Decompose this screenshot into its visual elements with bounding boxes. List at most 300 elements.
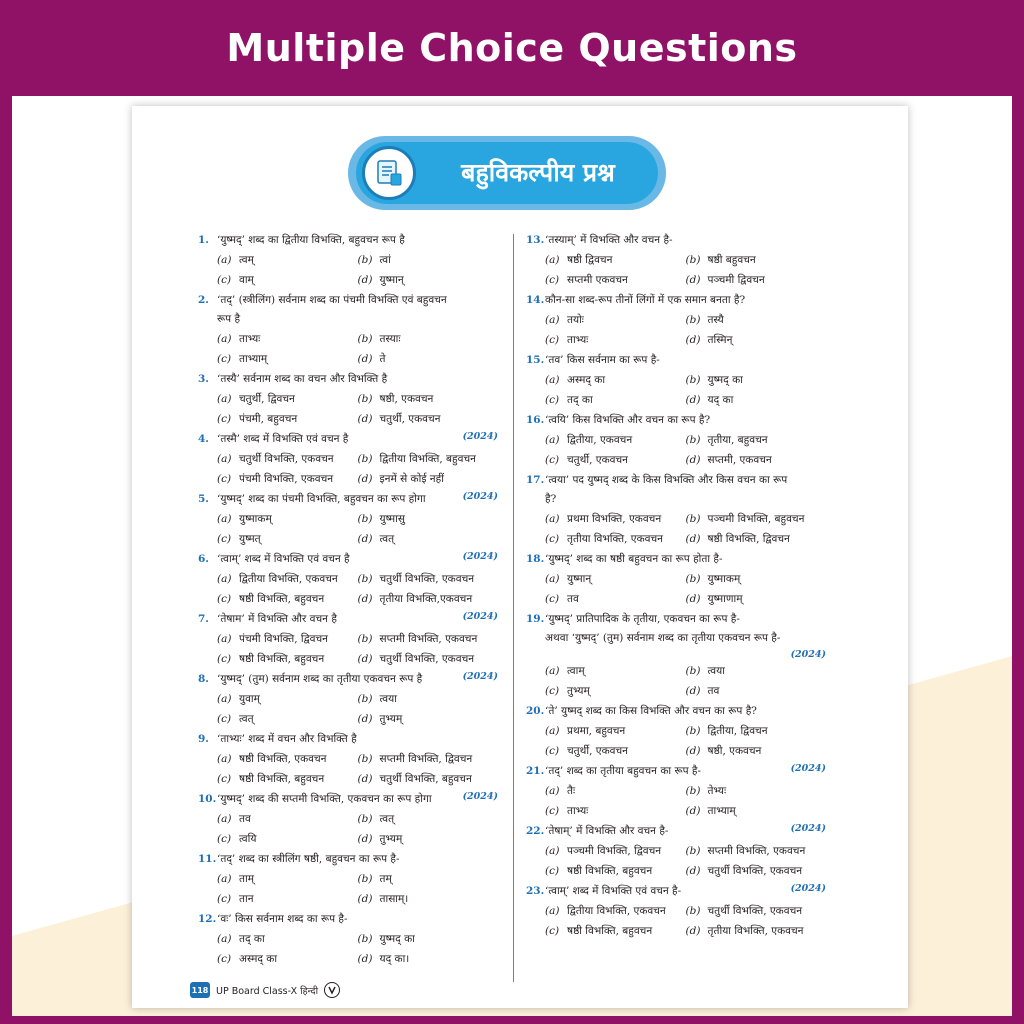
option-text: त्वत्	[379, 533, 395, 545]
option-row	[526, 569, 826, 589]
option-label: (c)	[217, 773, 232, 785]
option-label: (d)	[685, 533, 701, 545]
answer-option	[217, 409, 358, 429]
answer-option	[545, 681, 686, 701]
option-label: (b)	[357, 393, 373, 405]
option-row	[198, 829, 498, 849]
answer-option	[358, 509, 499, 529]
option-label: (c)	[545, 805, 560, 817]
option-row	[526, 310, 826, 330]
question-number: 2.	[198, 294, 209, 306]
exam-year: (2024)	[790, 649, 826, 660]
option-label: (a)	[545, 374, 560, 386]
question-text: ‘तस्याम्’ में विभक्ति और वचन है-	[545, 234, 673, 246]
answer-option	[217, 889, 358, 909]
question-item	[198, 429, 498, 489]
option-row	[198, 629, 498, 649]
option-label: (c)	[217, 893, 232, 905]
option-row	[526, 370, 826, 390]
option-row	[198, 649, 498, 669]
option-label: (a)	[217, 393, 232, 405]
answer-option	[358, 389, 499, 409]
answer-option	[358, 629, 499, 649]
answer-option	[358, 569, 499, 589]
question-number: 10.	[198, 793, 217, 805]
option-text: तृतीया विभक्ति, एकवचन	[707, 925, 804, 937]
option-text: तद् का	[239, 933, 265, 945]
option-row	[526, 529, 826, 549]
exam-year: (2024)	[790, 883, 826, 894]
option-label: (d)	[357, 953, 373, 965]
option-row	[526, 841, 826, 861]
answer-option	[358, 469, 499, 489]
answer-option	[217, 569, 358, 589]
question-item	[526, 290, 826, 350]
answer-option	[686, 589, 827, 609]
option-text: तम्	[379, 873, 392, 885]
answer-option	[358, 349, 499, 369]
exam-year: (2024)	[462, 611, 498, 622]
option-row	[198, 769, 498, 789]
option-label: (b)	[685, 785, 701, 797]
answer-option	[545, 781, 686, 801]
option-text: युष्माकम्	[239, 513, 272, 525]
question-text: ‘ताभ्यः’ शब्द में वचन और विभक्ति है	[217, 733, 357, 745]
option-row	[526, 741, 826, 761]
question-number: 3.	[198, 373, 209, 385]
answer-option	[217, 349, 358, 369]
answer-option	[217, 629, 358, 649]
answer-option	[358, 529, 499, 549]
option-label: (d)	[685, 745, 701, 757]
option-row	[526, 661, 826, 681]
section-title: बहुविकल्पीय प्रश्न	[461, 158, 615, 187]
answer-option	[217, 589, 358, 609]
option-label: (a)	[545, 725, 560, 737]
option-text: युष्मासु	[379, 513, 406, 525]
option-text: षष्ठी, एकवचन	[707, 745, 762, 757]
option-label: (b)	[357, 513, 373, 525]
option-label: (b)	[357, 633, 373, 645]
question-item	[526, 549, 826, 609]
option-row	[198, 569, 498, 589]
option-label: (d)	[685, 334, 701, 346]
option-text: तेभ्यः	[707, 785, 727, 797]
option-row	[526, 270, 826, 290]
question-number: 16.	[526, 414, 545, 426]
answer-option	[686, 841, 827, 861]
question-text: ‘तव’ किस सर्वनाम का रूप है-	[545, 354, 660, 366]
question-number: 17.	[526, 474, 545, 486]
option-label: (c)	[545, 593, 560, 605]
option-label: (d)	[685, 394, 701, 406]
stage	[12, 96, 1012, 1016]
option-row	[526, 721, 826, 741]
answer-option	[686, 310, 827, 330]
page-footer	[190, 980, 340, 1000]
option-row	[526, 250, 826, 270]
option-text: द्वितीया विभक्ति, एकवचन	[239, 573, 338, 585]
option-label: (b)	[357, 753, 373, 765]
answer-option	[686, 781, 827, 801]
question-text: ‘तद्’ (स्त्रीलिंग) सर्वनाम शब्द का पंचमी विभक्ति एवं बहुवचन	[217, 294, 447, 306]
option-text: तुभ्यम्	[567, 685, 590, 697]
question-number: 22.	[526, 825, 545, 837]
answer-option	[217, 949, 358, 969]
answer-option	[358, 809, 499, 829]
answer-option	[686, 450, 827, 470]
answer-option	[545, 901, 686, 921]
answer-option	[545, 921, 686, 941]
answer-option	[545, 661, 686, 681]
answer-option	[217, 649, 358, 669]
question-number: 18.	[526, 553, 545, 565]
answer-option	[686, 569, 827, 589]
answer-option	[217, 389, 358, 409]
question-item	[526, 821, 826, 881]
option-label: (a)	[545, 314, 560, 326]
answer-option	[358, 329, 499, 349]
answer-option	[686, 370, 827, 390]
answer-option	[545, 861, 686, 881]
answer-option	[217, 509, 358, 529]
option-text: सप्तमी विभक्ति, एकवचन	[707, 845, 806, 857]
option-text: तुभ्यम्	[379, 713, 403, 725]
option-label: (d)	[357, 773, 373, 785]
option-row	[526, 801, 826, 821]
option-label: (d)	[685, 274, 701, 286]
option-label: (d)	[357, 653, 373, 665]
answer-option	[358, 449, 499, 469]
option-text: तस्याः	[379, 333, 401, 345]
answer-option	[686, 270, 827, 290]
option-row	[198, 949, 498, 969]
question-text: ‘त्वाम्’ शब्द में विभक्ति एवं वचन है-	[545, 885, 682, 897]
answer-option	[217, 709, 358, 729]
option-label: (b)	[685, 374, 701, 386]
option-text: युष्मत्	[239, 533, 261, 545]
question-item	[198, 290, 498, 369]
option-label: (b)	[685, 845, 701, 857]
answer-option	[545, 390, 686, 410]
answer-option	[545, 370, 686, 390]
question-text-continued: अथवा ‘युष्मद्’ (तुम) सर्वनाम शब्द का तृतीया एकवचन रूप है-	[545, 632, 781, 644]
option-label: (b)	[357, 254, 373, 266]
exam-year: (2024)	[462, 791, 498, 802]
option-row	[526, 681, 826, 701]
option-label: (a)	[217, 873, 232, 885]
answer-option	[217, 769, 358, 789]
option-text: ताभ्याम्	[707, 805, 736, 817]
option-row	[198, 270, 498, 290]
option-label: (b)	[685, 573, 701, 585]
option-text: तद् का	[567, 394, 593, 406]
option-row	[526, 430, 826, 450]
option-label: (a)	[217, 254, 232, 266]
option-text: ताभ्यः	[239, 333, 261, 345]
option-text: युष्मान्	[379, 274, 404, 286]
option-text: युष्मद् का	[379, 933, 415, 945]
question-text: ‘वः’ किस सर्वनाम शब्द का रूप है-	[217, 913, 348, 925]
answer-option	[358, 709, 499, 729]
answer-option	[217, 469, 358, 489]
answer-option	[358, 869, 499, 889]
option-label: (c)	[217, 713, 232, 725]
exam-year: (2024)	[462, 671, 498, 682]
option-label: (a)	[217, 453, 232, 465]
answer-option	[358, 749, 499, 769]
option-label: (d)	[685, 593, 701, 605]
question-text: ‘तेषाम’ में विभक्ति और वचन है	[217, 613, 337, 625]
option-label: (d)	[357, 893, 373, 905]
question-text: ‘तद्’ शब्द का तृतीया बहुवचन का रूप है-	[545, 765, 702, 777]
answer-option	[686, 330, 827, 350]
question-number: 20.	[526, 705, 545, 717]
answer-option	[217, 869, 358, 889]
answer-option	[545, 801, 686, 821]
option-label: (c)	[217, 833, 232, 845]
option-row	[526, 589, 826, 609]
option-text: युष्माकम्	[707, 573, 741, 585]
option-text: सप्तमी, एकवचन	[707, 454, 772, 466]
option-row	[198, 409, 498, 429]
exam-year: (2024)	[790, 763, 826, 774]
exam-year: (2024)	[462, 551, 498, 562]
option-text: तृतीया, बहुवचन	[707, 434, 768, 446]
answer-option	[545, 589, 686, 609]
option-label: (b)	[685, 254, 701, 266]
option-row	[526, 450, 826, 470]
option-label: (d)	[685, 805, 701, 817]
option-text: द्वितीया विभक्ति, एकवचन	[567, 905, 666, 917]
publisher-logo-icon	[324, 982, 340, 998]
option-text: पंचमी विभक्ति, एकवचन	[239, 473, 334, 485]
option-row	[526, 781, 826, 801]
question-number: 8.	[198, 673, 209, 685]
option-text: त्वया	[707, 665, 725, 677]
option-label: (a)	[545, 254, 560, 266]
option-text: तृतीया विभक्ति, एकवचन	[567, 533, 663, 545]
answer-option	[217, 689, 358, 709]
answer-option	[686, 661, 827, 681]
option-text: प्रथमा, बहुवचन	[567, 725, 626, 737]
option-text: पञ्चमी विभक्ति, द्विवचन	[567, 845, 662, 857]
option-text: युष्मद् का	[707, 374, 743, 386]
option-text: द्वितीया, एकवचन	[567, 434, 633, 446]
question-item	[526, 761, 826, 821]
question-text: ‘युष्मद्’ शब्द का षष्ठी बहुवचन का रूप होता है-	[545, 553, 723, 565]
option-text: षष्ठी विभक्ति, बहुवचन	[239, 653, 325, 665]
answer-option	[686, 390, 827, 410]
option-text: चतुर्थी विभक्ति, बहुवचन	[379, 773, 472, 785]
option-text: यद् का।	[379, 953, 410, 965]
option-text: तस्यै	[707, 314, 724, 326]
answer-option	[217, 529, 358, 549]
question-text: ‘तद्’ शब्द का स्त्रीलिंग षष्ठी, बहुवचन का रूप है-	[217, 853, 400, 865]
answer-option	[217, 329, 358, 349]
option-row	[198, 349, 498, 369]
answer-option	[686, 250, 827, 270]
option-label: (c)	[217, 533, 232, 545]
option-label: (c)	[217, 353, 232, 365]
option-text: त्वां	[379, 254, 391, 266]
option-row	[526, 921, 826, 941]
textbook-page	[132, 106, 908, 1008]
option-row	[526, 509, 826, 529]
option-label: (b)	[685, 434, 701, 446]
question-number: 12.	[198, 913, 217, 925]
option-text: त्वाम्	[567, 665, 585, 677]
option-text: चतुर्थी विभक्ति, एकवचन	[707, 865, 803, 877]
option-text: तुभ्यम्	[379, 833, 403, 845]
answer-option	[217, 270, 358, 290]
option-label: (d)	[357, 353, 373, 365]
answer-option	[358, 409, 499, 429]
question-item	[526, 701, 826, 761]
answer-option	[358, 949, 499, 969]
option-text: द्वितीया, द्विवचन	[707, 725, 768, 737]
question-text: ‘युष्मद्’ शब्द का पंचमी विभक्ति, बहुवचन का रूप होगा	[217, 493, 426, 505]
option-text: इनमें से कोई नहीं	[379, 473, 444, 485]
option-text: तस्मिन्	[707, 334, 733, 346]
question-number: 11.	[198, 853, 217, 865]
option-label: (c)	[217, 274, 232, 286]
question-item	[526, 609, 826, 701]
option-text: षष्ठी विभक्ति, बहुवचन	[567, 925, 653, 937]
answer-option	[545, 741, 686, 761]
question-text: ‘युष्मद्’ शब्द की सप्तमी विभक्ति, एकवचन का रूप होगा	[217, 793, 432, 805]
option-text: त्वत्	[379, 813, 395, 825]
option-text: चतुर्थी, एकवचन	[567, 745, 628, 757]
option-label: (d)	[357, 413, 373, 425]
option-row	[526, 861, 826, 881]
option-text: चतुर्थी, द्विवचन	[239, 393, 295, 405]
left-column	[198, 230, 498, 969]
answer-option	[545, 569, 686, 589]
option-label: (d)	[685, 685, 701, 697]
answer-option	[686, 801, 827, 821]
option-label: (a)	[217, 933, 232, 945]
column-divider	[513, 234, 514, 982]
option-label: (b)	[357, 453, 373, 465]
answer-option	[358, 829, 499, 849]
answer-option	[358, 589, 499, 609]
answer-option	[545, 841, 686, 861]
answer-option	[358, 649, 499, 669]
option-text: तव	[707, 685, 720, 697]
answer-option	[545, 721, 686, 741]
document-icon	[362, 146, 416, 200]
option-text: पंचमी, बहुवचन	[239, 413, 298, 425]
option-text: अस्मद् का	[567, 374, 606, 386]
option-label: (c)	[545, 334, 560, 346]
option-row	[198, 449, 498, 469]
option-text: अस्मद् का	[239, 953, 278, 965]
option-label: (a)	[217, 333, 232, 345]
question-item	[198, 230, 498, 290]
option-label: (a)	[545, 845, 560, 857]
answer-option	[217, 809, 358, 829]
option-row	[198, 589, 498, 609]
option-label: (d)	[685, 454, 701, 466]
question-text: ‘त्वया’ पद युष्मद् शब्द के किस विभक्ति और किस वचन का रूप	[545, 474, 788, 486]
option-text: षष्ठी, एकवचन	[379, 393, 434, 405]
option-label: (a)	[217, 573, 232, 585]
option-text: सप्तमी विभक्ति, एकवचन	[379, 633, 478, 645]
option-row	[198, 529, 498, 549]
option-text: ताभ्याम्	[239, 353, 268, 365]
option-label: (b)	[357, 873, 373, 885]
question-item	[198, 609, 498, 669]
option-text: षष्ठी विभक्ति, एकवचन	[239, 753, 327, 765]
option-label: (c)	[545, 394, 560, 406]
option-label: (d)	[357, 473, 373, 485]
option-label: (a)	[217, 513, 232, 525]
option-text: तासाम्।	[379, 893, 409, 905]
option-label: (a)	[545, 905, 560, 917]
page-number: 118	[190, 982, 210, 998]
exam-year: (2024)	[462, 491, 498, 502]
option-text: तृतीया विभक्ति,एकवचन	[379, 593, 473, 605]
option-label: (b)	[685, 314, 701, 326]
option-label: (a)	[545, 434, 560, 446]
question-number: 9.	[198, 733, 209, 745]
section-header	[348, 136, 666, 210]
question-number: 15.	[526, 354, 545, 366]
option-text: षष्ठी द्विवचन	[567, 254, 613, 266]
option-label: (c)	[545, 454, 560, 466]
option-label: (b)	[685, 513, 701, 525]
option-row	[198, 509, 498, 529]
option-label: (a)	[217, 693, 232, 705]
option-label: (d)	[357, 274, 373, 286]
answer-option	[358, 769, 499, 789]
answer-option	[545, 330, 686, 350]
option-row	[526, 390, 826, 410]
question-number: 6.	[198, 553, 209, 565]
option-text: द्वितीया विभक्ति, बहुवचन	[379, 453, 476, 465]
option-text: ते	[379, 353, 386, 365]
question-item	[198, 489, 498, 549]
answer-option	[358, 889, 499, 909]
question-item	[526, 410, 826, 470]
question-text: ‘तस्मै’ शब्द में विभक्ति एवं वचन है	[217, 433, 349, 445]
option-label: (d)	[357, 593, 373, 605]
option-label: (b)	[357, 933, 373, 945]
answer-option	[358, 689, 499, 709]
option-text: त्वया	[379, 693, 397, 705]
option-label: (c)	[545, 685, 560, 697]
question-text-continued: रूप है	[217, 313, 241, 325]
option-label: (c)	[545, 865, 560, 877]
option-label: (c)	[217, 593, 232, 605]
option-row	[198, 689, 498, 709]
option-text: युवाम्	[239, 693, 260, 705]
option-label: (c)	[545, 745, 560, 757]
question-text: ‘युष्मद्’ प्रातिपादिक के तृतीया, एकवचन का रूप है-	[545, 613, 740, 625]
answer-option	[358, 929, 499, 949]
question-item	[198, 369, 498, 429]
option-text: सप्तमी एकवचन	[567, 274, 628, 286]
question-item	[526, 230, 826, 290]
option-text: पञ्चमी विभक्ति, बहुवचन	[707, 513, 805, 525]
question-item	[198, 669, 498, 729]
option-text: ताम्	[239, 873, 254, 885]
option-text: चतुर्थी विभक्ति, एकवचन	[379, 573, 475, 585]
question-text: ‘तेषाम्’ में विभक्ति और वचन है-	[545, 825, 669, 837]
question-number: 14.	[526, 294, 545, 306]
question-item	[198, 909, 498, 969]
